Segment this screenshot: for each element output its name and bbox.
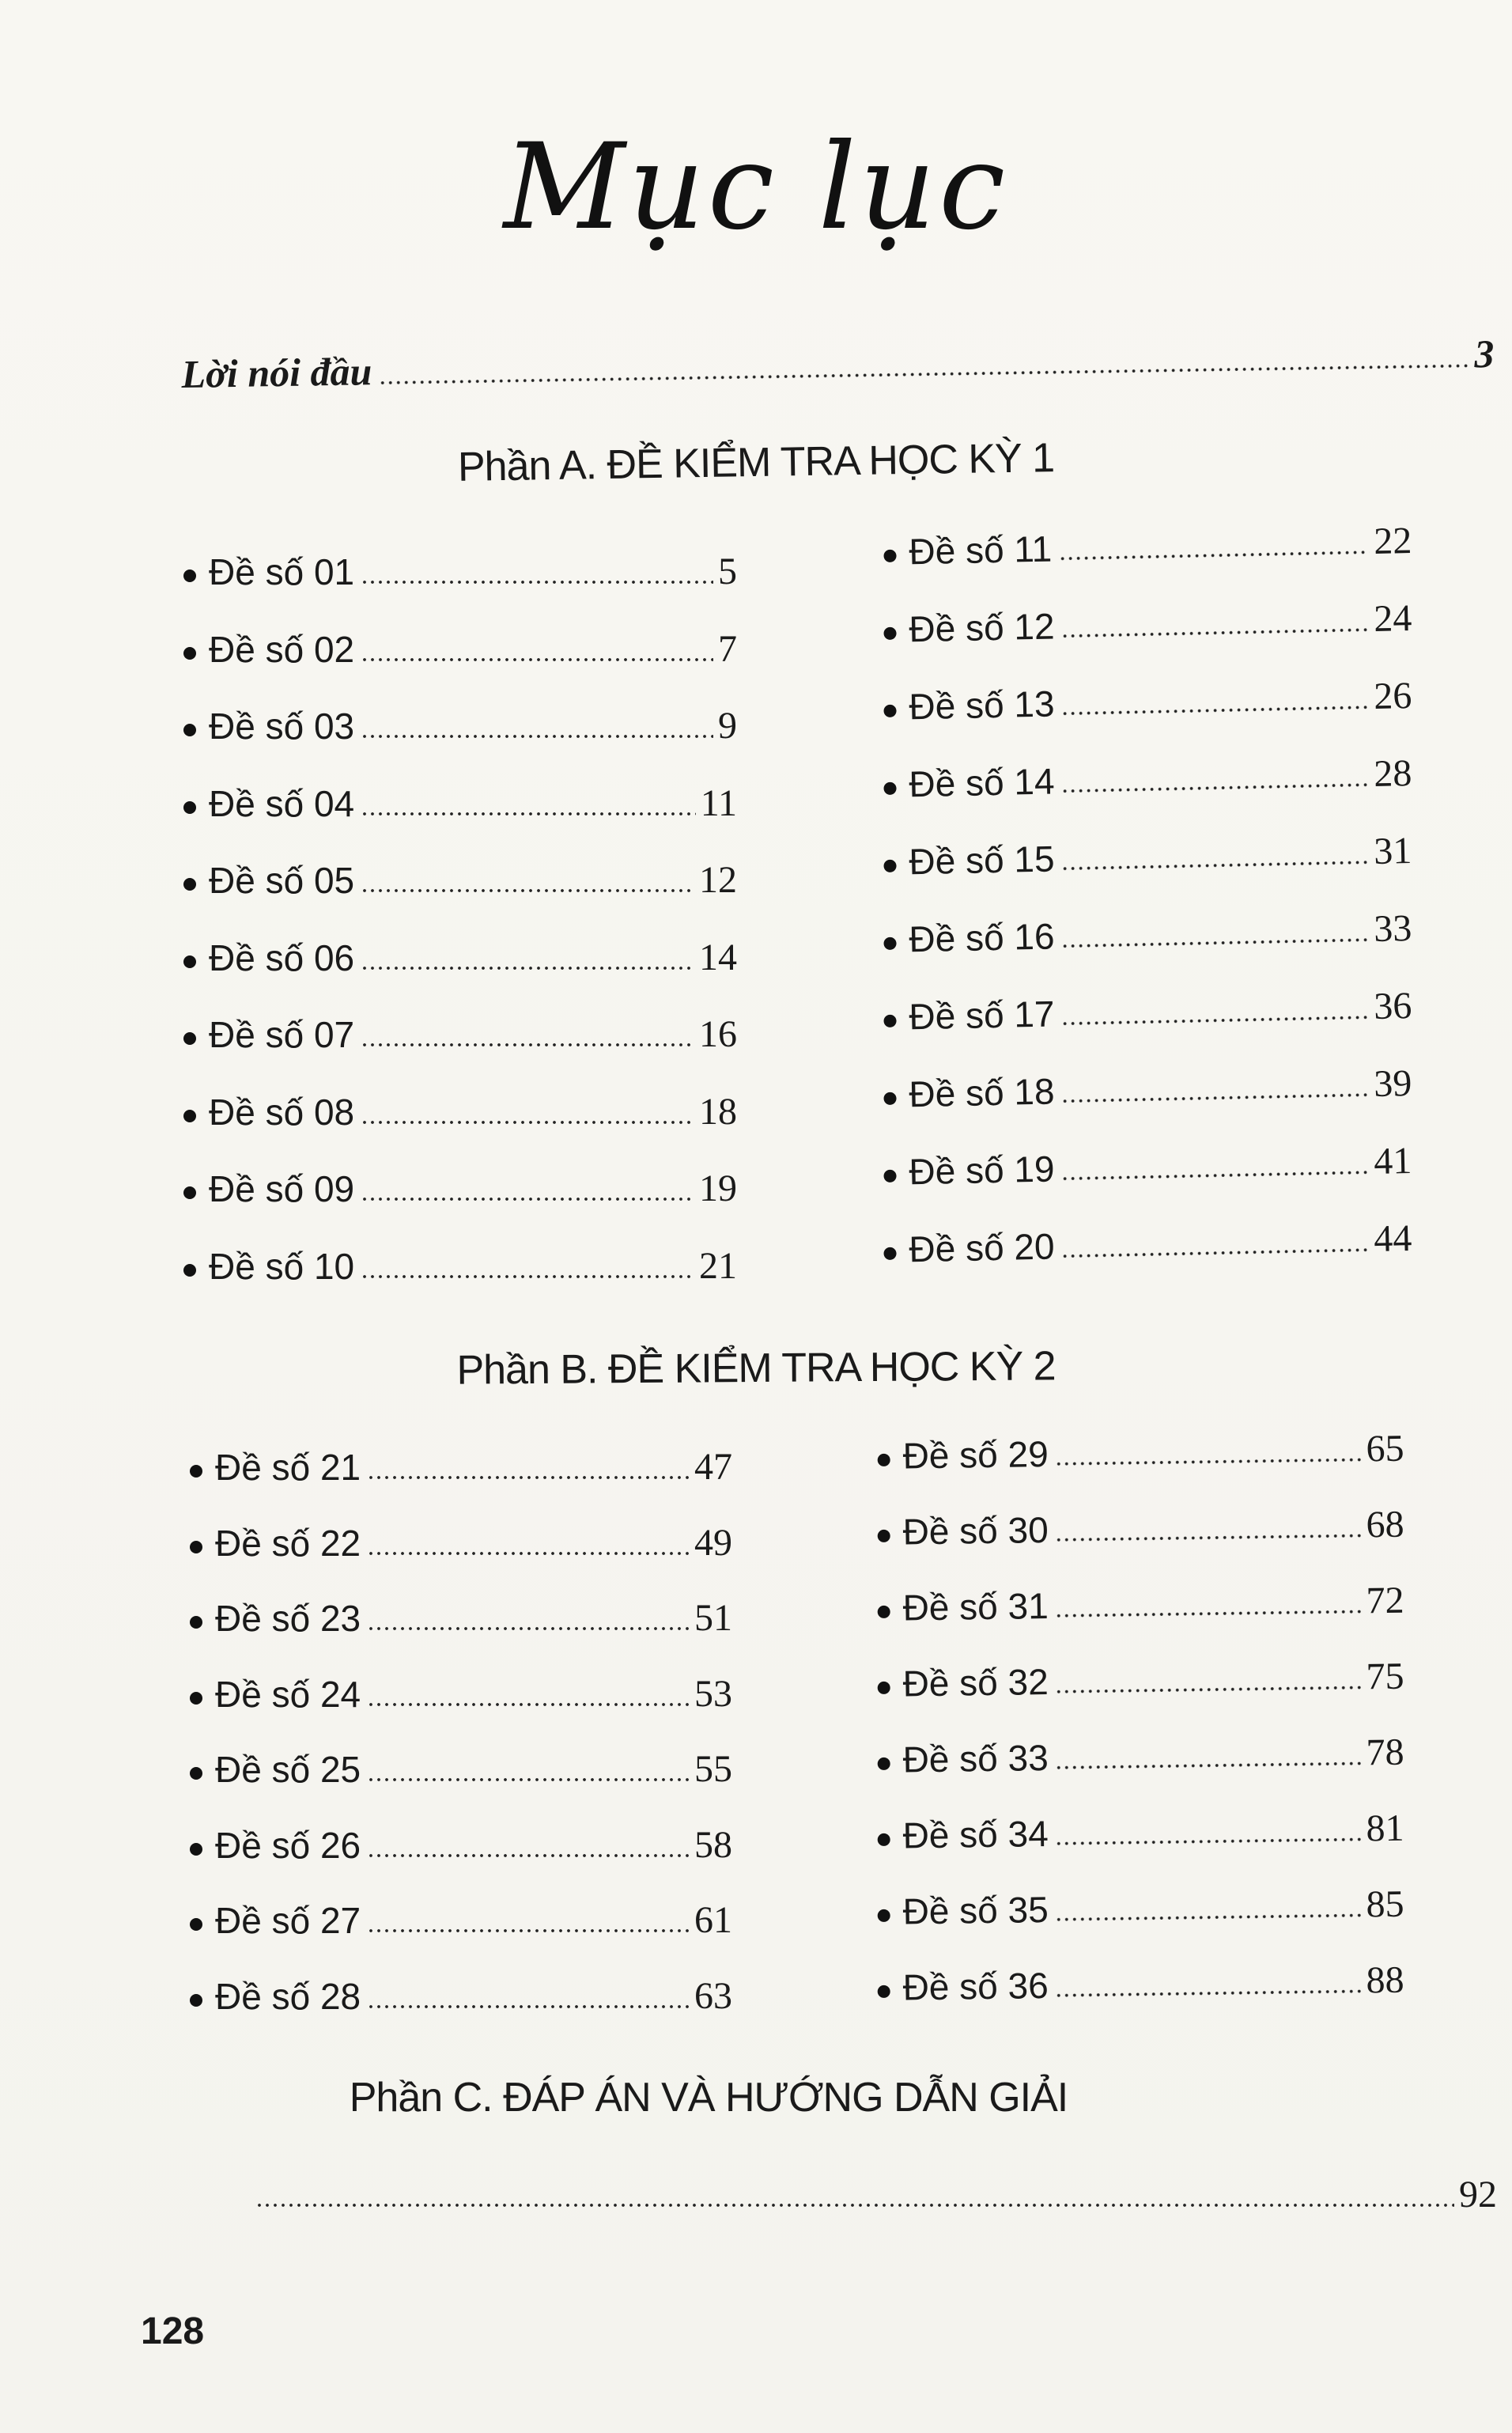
toc-entry[interactable]: [877, 1879, 1404, 1933]
toc-entry-page: 53: [694, 1672, 732, 1715]
dot-leader: [367, 1854, 690, 1857]
dot-leader: [1055, 1913, 1362, 1920]
dot-leader: [367, 2005, 690, 2008]
bullet-icon: [883, 1170, 896, 1182]
toc-entry[interactable]: [883, 515, 1412, 573]
toc-entry-label: Đề số 26: [215, 1824, 361, 1866]
toc-entry-page: 72: [1366, 1579, 1404, 1622]
toc-entry[interactable]: [883, 825, 1412, 884]
bullet-icon: [883, 782, 896, 795]
toc-entry[interactable]: [190, 1517, 732, 1565]
page-title: Mục lục: [503, 119, 1009, 256]
dot-leader: [1055, 1686, 1362, 1693]
toc-entry-page: 3: [1473, 331, 1495, 376]
bullet-icon: [183, 801, 196, 814]
toc-entry-label: Đề số 34: [902, 1812, 1049, 1856]
dot-leader: [1061, 628, 1370, 638]
dot-leader: [1061, 1171, 1370, 1180]
bullet-icon: [878, 1985, 890, 1998]
toc-entry-label: Đề số 17: [908, 993, 1056, 1038]
dot-leader: [367, 1552, 690, 1555]
toc-entry-page: 92: [1459, 2174, 1497, 2215]
dot-leader: [361, 1275, 694, 1278]
bullet-icon: [878, 1758, 890, 1770]
toc-entry-answers[interactable]: [249, 2161, 1497, 2216]
toc-entry[interactable]: [877, 1803, 1404, 1857]
toc-entry-page: 22: [1373, 520, 1412, 563]
toc-entry[interactable]: [883, 980, 1412, 1039]
bullet-icon: [878, 1909, 890, 1922]
bullet-icon: [183, 647, 196, 660]
toc-entry-label: Đề số 22: [215, 1522, 361, 1564]
bullet-icon: [190, 1843, 202, 1856]
toc-entry-page: 68: [1366, 1503, 1404, 1546]
toc-entry-label: Lời nói đầu: [181, 349, 372, 397]
toc-entry-page: 28: [1373, 752, 1412, 796]
toc-entry-page: 11: [700, 781, 737, 824]
dot-leader: [367, 1929, 690, 1932]
toc-entry[interactable]: [883, 902, 1412, 961]
toc-entry-label: Đề số 32: [902, 1660, 1049, 1705]
toc-entry[interactable]: [877, 1423, 1404, 1478]
toc-entry[interactable]: [883, 592, 1412, 651]
toc-entry[interactable]: [183, 1240, 737, 1288]
toc-entry[interactable]: [883, 1058, 1412, 1116]
toc-entry-page: 39: [1373, 1062, 1412, 1106]
toc-entry[interactable]: [877, 1651, 1404, 1705]
toc-entry-page: 26: [1373, 675, 1412, 718]
toc-entry[interactable]: [183, 546, 737, 593]
toc-entry-page: 65: [1366, 1427, 1404, 1470]
toc-entry-page: 41: [1373, 1140, 1412, 1183]
bullet-icon: [883, 1015, 896, 1027]
dot-leader: [1061, 938, 1370, 948]
section-heading-c: Phần C. ĐÁP ÁN VÀ HƯỚNG DẪN GIẢI: [349, 2075, 1068, 2121]
bullet-icon: [883, 1092, 896, 1105]
dot-leader: [1055, 1458, 1362, 1465]
dot-leader: [361, 1121, 694, 1124]
dot-leader: [255, 2204, 1454, 2207]
toc-entry[interactable]: [883, 1213, 1412, 1271]
toc-entry-label: Đề số 03: [209, 706, 355, 747]
dot-leader: [1061, 783, 1370, 793]
toc-entry-page: 75: [1366, 1655, 1404, 1698]
toc-entry-label: Đề số 04: [209, 782, 355, 824]
toc-entry[interactable]: [190, 1743, 732, 1791]
toc-entry-label: Đề số 09: [209, 1168, 355, 1209]
toc-entry-page: 61: [694, 1899, 732, 1941]
toc-entry-label: Đề số 06: [209, 936, 355, 978]
toc-entry-page: 7: [718, 627, 737, 670]
bullet-icon: [878, 1454, 890, 1466]
bullet-icon: [183, 1264, 196, 1277]
toc-entry-page: 33: [1373, 907, 1412, 951]
dot-leader: [1061, 1016, 1370, 1025]
dot-leader: [361, 658, 713, 661]
toc-entry-label: Đề số 36: [902, 1964, 1049, 2008]
dot-leader: [1055, 1837, 1362, 1845]
toc-entry-label: Đề số 19: [908, 1148, 1056, 1193]
bullet-icon: [878, 1833, 890, 1846]
toc-entry-label: Đề số 14: [908, 760, 1056, 805]
toc-entry-label: Đề số 28: [215, 1975, 361, 2017]
bullet-icon: [878, 1682, 890, 1694]
toc-entry-page: 19: [699, 1167, 737, 1209]
toc-entry-page: 44: [1373, 1217, 1412, 1261]
dot-leader: [361, 967, 694, 970]
toc-entry-label: Đề số 20: [908, 1225, 1056, 1270]
dot-leader: [1058, 551, 1369, 560]
dot-leader: [1055, 1534, 1362, 1541]
toc-entry-label: Đề số 31: [902, 1584, 1049, 1629]
toc-entry[interactable]: [190, 1970, 732, 2018]
bullet-icon: [878, 1530, 890, 1542]
toc-entry-page: 58: [694, 1823, 732, 1866]
bullet-icon: [190, 1692, 202, 1705]
toc-entry-label: Đề số 35: [902, 1888, 1049, 1932]
toc-entry-page: 47: [694, 1446, 732, 1488]
toc-entry[interactable]: [883, 1135, 1412, 1194]
bullet-icon: [883, 550, 896, 562]
toc-entry-page: 24: [1373, 597, 1412, 641]
bullet-icon: [878, 1606, 890, 1618]
dot-leader: [1061, 861, 1370, 870]
toc-entry-label: Đề số 18: [908, 1070, 1056, 1115]
toc-entry-label: Đề số 23: [215, 1598, 361, 1639]
dot-leader: [361, 735, 713, 738]
toc-entry-label: Đề số 30: [902, 1508, 1049, 1553]
toc-entry-label: Đề số 29: [902, 1432, 1049, 1477]
toc-entry-label: Đề số 24: [215, 1673, 361, 1715]
bullet-icon: [190, 1616, 202, 1629]
bullet-icon: [190, 1994, 202, 2007]
bullet-icon: [190, 1541, 202, 1553]
toc-entry[interactable]: [877, 1499, 1404, 1553]
dot-leader: [361, 889, 694, 892]
dot-leader: [361, 581, 713, 584]
toc-entry-label: Đề số 05: [209, 860, 355, 901]
bullet-icon: [183, 878, 196, 891]
toc-entry[interactable]: [183, 700, 737, 747]
dot-leader: [1055, 1989, 1362, 1996]
toc-entry-label: Đề số 27: [215, 1900, 361, 1941]
bullet-icon: [883, 705, 896, 717]
toc-entry-label: Đề số 02: [209, 628, 355, 670]
dot-leader: [367, 1476, 690, 1479]
toc-entry-page: 51: [694, 1597, 732, 1639]
dot-leader: [367, 1627, 690, 1630]
toc-entry[interactable]: [190, 1819, 732, 1867]
bullet-icon: [183, 1110, 196, 1122]
dot-leader: [1061, 706, 1370, 715]
section-heading-b: Phần B. ĐỀ KIỂM TRA HỌC KỲ 2: [456, 1343, 1056, 1394]
toc-entry-label: Đề số 25: [215, 1749, 361, 1790]
toc-entry-page: 78: [1366, 1731, 1404, 1774]
dot-leader: [361, 812, 696, 815]
toc-entry-page: 31: [1373, 830, 1412, 873]
toc-entry[interactable]: [183, 932, 737, 979]
toc-entry[interactable]: [183, 1086, 737, 1133]
toc-entry-page: 14: [699, 936, 737, 978]
bullet-icon: [883, 1247, 896, 1260]
toc-entry[interactable]: [183, 623, 737, 671]
bullet-icon: [883, 860, 896, 872]
toc-entry-page: 55: [694, 1748, 732, 1790]
dot-leader: [361, 1043, 694, 1046]
toc-entry-page: 18: [699, 1090, 737, 1133]
toc-entry[interactable]: [883, 747, 1412, 806]
dot-leader: [1055, 1610, 1362, 1617]
toc-entry[interactable]: [183, 854, 737, 902]
toc-entry-preface[interactable]: [181, 321, 1495, 397]
toc-entry-label: Đề số 15: [908, 838, 1056, 883]
toc-entry-page: 12: [699, 859, 737, 901]
bullet-icon: [190, 1918, 202, 1931]
toc-entry[interactable]: [883, 670, 1412, 728]
toc-entry-label: Đề số 33: [902, 1736, 1049, 1780]
toc-entry-label: Đề số 08: [209, 1091, 355, 1133]
toc-entry[interactable]: [877, 1727, 1404, 1781]
bullet-icon: [183, 569, 196, 582]
bullet-icon: [190, 1465, 202, 1478]
toc-entry-label: Đề số 10: [209, 1245, 355, 1287]
toc-entry-page: 49: [694, 1521, 732, 1564]
bullet-icon: [190, 1767, 202, 1780]
toc-entry-page: 16: [699, 1013, 737, 1055]
bullet-icon: [883, 937, 896, 950]
bullet-icon: [183, 955, 196, 968]
bullet-icon: [183, 1186, 196, 1199]
toc-entry-page: 36: [1373, 985, 1412, 1028]
bullet-icon: [883, 627, 896, 640]
toc-entry-page: 88: [1366, 1958, 1404, 2002]
toc-entry[interactable]: [877, 1575, 1404, 1629]
toc-entry-label: Đề số 16: [908, 915, 1056, 960]
toc-entry-page: 63: [694, 1974, 732, 2017]
page-number: 128: [141, 2310, 205, 2352]
dot-leader: [1055, 1761, 1362, 1769]
dot-leader: [361, 1198, 694, 1201]
toc-entry-page: 81: [1366, 1807, 1404, 1850]
dot-leader: [367, 1703, 690, 1706]
toc-entry[interactable]: [877, 1954, 1404, 2009]
toc-entry-page: 5: [718, 551, 737, 592]
bullet-icon: [183, 1032, 196, 1045]
dot-leader: [1061, 1248, 1370, 1258]
toc-entry-page: 21: [699, 1244, 737, 1287]
toc-entry[interactable]: [183, 1008, 737, 1056]
bullet-icon: [183, 724, 196, 736]
toc-entry[interactable]: [183, 1163, 737, 1210]
toc-entry[interactable]: [190, 1668, 732, 1716]
section-heading-a: Phần A. ĐỀ KIỂM TRA HỌC KỲ 1: [457, 435, 1055, 490]
dot-leader: [378, 364, 1469, 384]
toc-entry-label: Đề số 07: [209, 1014, 355, 1055]
toc-entry[interactable]: [190, 1894, 732, 1942]
toc-entry[interactable]: [190, 1441, 732, 1489]
dot-leader: [1061, 1093, 1370, 1103]
toc-entry-label: Đề số 01: [209, 551, 355, 592]
dot-leader: [367, 1778, 690, 1781]
toc-entry-page: 9: [718, 705, 737, 747]
toc-entry-label: Đề số 21: [215, 1447, 361, 1488]
toc-entry[interactable]: [190, 1592, 732, 1640]
toc-entry-label: Đề số 12: [908, 605, 1056, 650]
toc-entry-label: Đề số 13: [908, 683, 1056, 728]
toc-entry-page: 85: [1366, 1882, 1404, 1926]
toc-entry[interactable]: [183, 778, 737, 825]
toc-entry-label: Đề số 11: [908, 528, 1053, 573]
